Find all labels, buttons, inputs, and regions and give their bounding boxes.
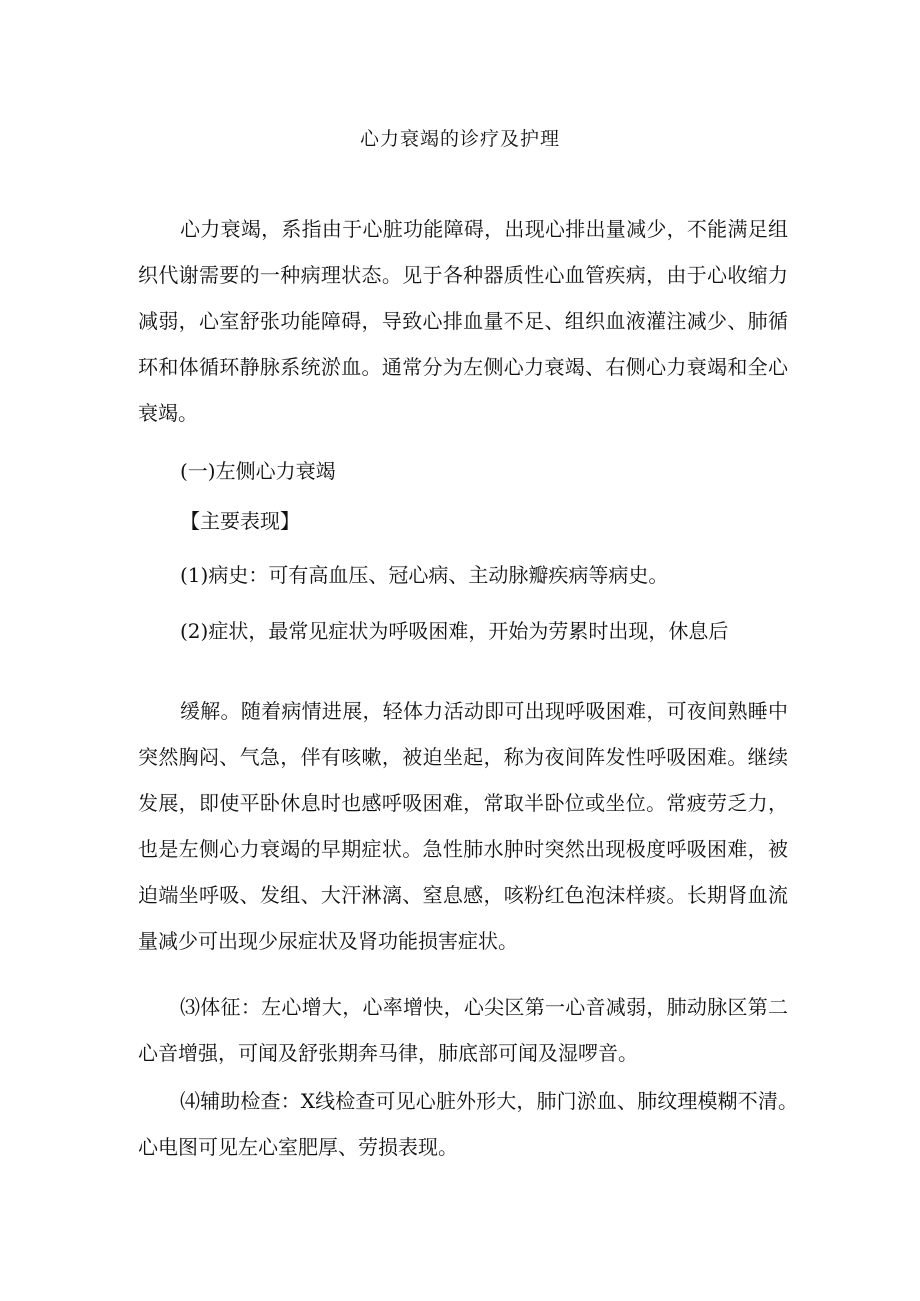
item-symptoms-start: (2)症状，最常见症状为呼吸困难，开始为劳累时出现，休息后 (180, 619, 729, 643)
intro-paragraph: 心力衰竭，系指由于心脏功能障碍，出现心排出量减少，不能满足组织代谢需要的一种病理状态。见于各种器质性心血管疾病，由于心收缩力减弱，心室舒张功能障碍，导致心排血量不足、组织血液灌注减少、肺循环和体循环静脉系统淤血。通常分为左侧心力衰竭、右侧心力衰竭和全心衰竭。 (138, 217, 788, 425)
subheading-main-manifestations: 【主要表现】 (180, 509, 300, 533)
item-symptoms-continued: 缓解。随着病情进展，轻体力活动即可出现呼吸困难，可夜间熟睡中突然胸闷、气急，伴有咳嗽，被迫坐起，称为夜间阵发性呼吸困难。继续发展，即使平卧休息时也感呼吸困难，常取半卧位或坐位。常疲劳乏力，也是左侧心力衰竭的早期症状。急性肺水肿时突然出现极度呼吸困难，被迫端坐呼吸、发组、大汗淋漓、窒息感，咳粉红色泡沫样痰。长期肾血流量减少可出现少尿症状及肾功能损害症状。 (138, 699, 788, 953)
section-heading-left-heart-failure: (一)左侧心力衰竭 (180, 459, 336, 483)
item-physical-signs: ⑶体征：左心增大，心率增快，心尖区第一心音减弱，肺动脉区第二心音增强，可闻及舒张期奔马律，肺底部可闻及湿啰音。 (138, 995, 788, 1065)
document-title: 心力衰竭的诊疗及护理 (359, 128, 560, 150)
item-medical-history: (1)病史：可有高血压、冠心病、主动脉瓣疾病等病史。 (180, 563, 669, 587)
item-auxiliary-examination: ⑷辅助检查：X线检查可见心脏外形大，肺门淤血、肺纹理模糊不清。心电图可见左心室肥厚、劳损表现。 (138, 1089, 798, 1159)
